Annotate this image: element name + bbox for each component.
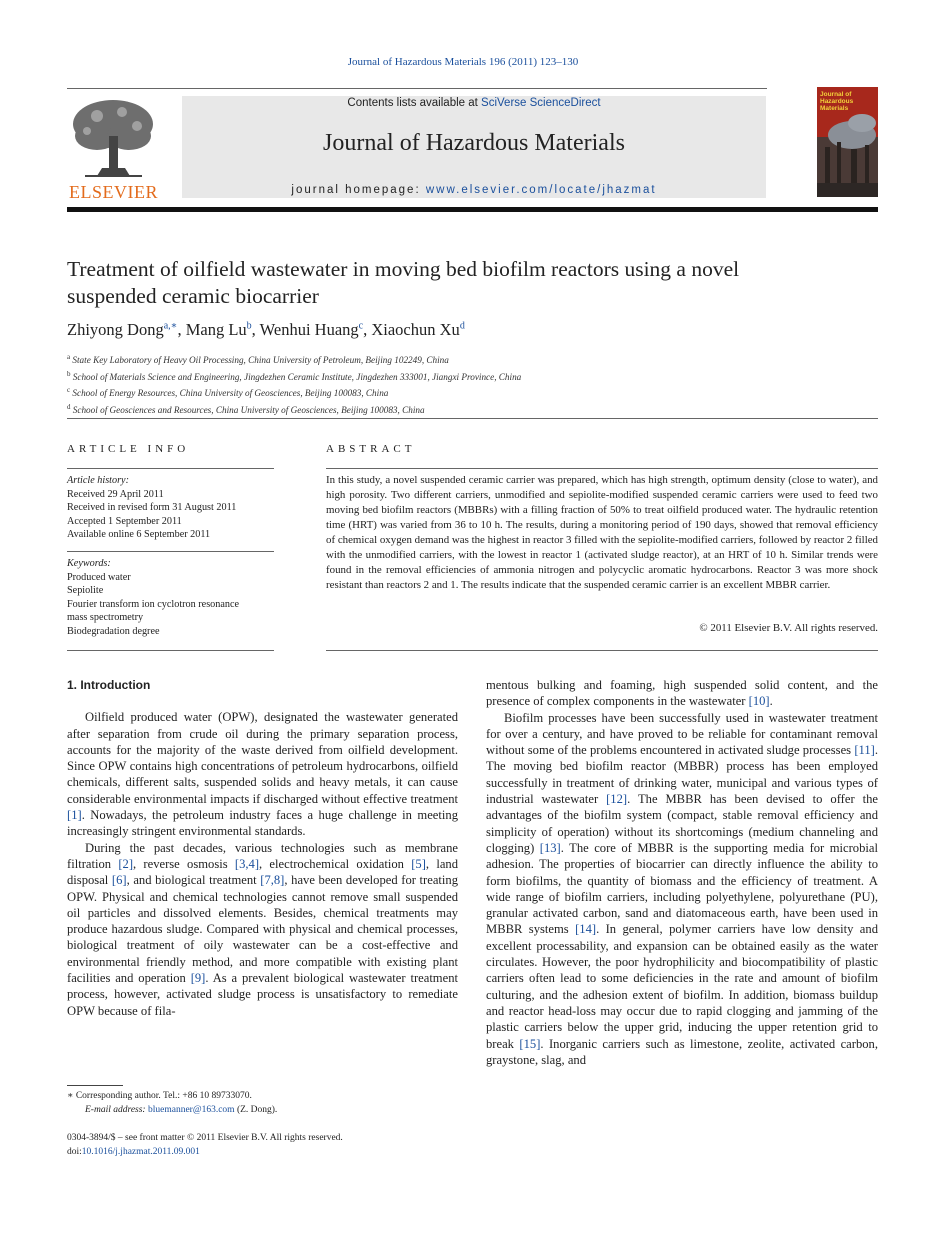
section-title: 1. Introduction <box>67 678 151 692</box>
affiliation-text: School of Materials Science and Engineering, Jingdezhen Ceramic Institute, Jingdezhen 333001, Jiangxi Province, China <box>72 371 522 382</box>
author-name[interactable]: Xiaochun Xu <box>371 320 460 339</box>
text: , reverse osmosis <box>133 856 235 871</box>
doi-label: doi: <box>67 1146 82 1157</box>
history-item: Received in revised form 31 August 2011 <box>67 502 237 513</box>
citation-link[interactable]: [1] <box>67 808 82 823</box>
citation-link[interactable]: [10] <box>748 694 770 709</box>
keyword: Biodegradation degree <box>67 625 160 637</box>
article-title-line2: suspended ceramic biocarrier <box>67 284 319 308</box>
author-affil-mark[interactable]: a,∗ <box>163 320 178 332</box>
email-link[interactable]: bluemanner@163.com <box>147 1104 235 1115</box>
citation-link[interactable]: [2] <box>118 856 134 871</box>
paragraph <box>67 709 458 839</box>
text: During the past decades, various technologies such as membrane filtration <box>67 840 458 871</box>
affiliation-mark: c <box>67 386 71 395</box>
homepage-prefix: journal homepage: <box>291 184 426 196</box>
author-name[interactable]: Zhiyong Dong <box>67 320 164 339</box>
corresponding-author: ∗ Corresponding author. Tel.: +86 10 89733070. <box>67 1091 252 1101</box>
text: . The MBBR has been devised to offer the advantages of the biofilm system (compact, stable removal efficiency and simplicity of operation) without its shortcomings (medium channeling and clogging) <box>486 792 878 855</box>
affiliation <box>67 401 878 418</box>
paragraph-continued <box>486 677 878 710</box>
issn-line: 0304-3894/$ – see front matter © 2011 Elsevier B.V. All rights reserved. <box>67 1133 343 1143</box>
abstract-rule <box>326 650 878 651</box>
author-name[interactable]: Wenhui Huang <box>259 320 359 339</box>
footnote-rule <box>67 1085 123 1086</box>
author-affil-mark[interactable]: b <box>246 320 252 332</box>
history-item: Received 29 April 2011 <box>67 488 164 500</box>
history-label: Article history: <box>67 475 129 486</box>
body-column-left <box>67 677 458 1019</box>
article-info-heading: ARTICLE INFO <box>67 443 190 455</box>
affiliation-rule <box>67 418 878 419</box>
keywords-label: Keywords: <box>67 558 111 569</box>
header-rule <box>67 88 767 89</box>
text: . <box>769 694 773 709</box>
abstract-text: In this study, a novel suspended ceramic carrier was prepared, which has high strength, optimum density (close to water), and high porosity. Two different carriers, unmodified and sepiolite-modified suspended ceramic carriers were used to feed two moving bed biofilm reactors (MBBRs) with a filling fraction of 50% to treat oilfield produced water. The hydraulic retention time (HRT) was varied from 36 to 10 h. The results, during a monitoring period of 190 days, showed that removal efficiency of chemical oxygen demand was the highest in reactor 3 filled with the sepiolite-modified carriers, followed by reactor 2 filled with the unmodified carriers, with the lowest in reactor 1 (activated sludge reactor), at an HRT of 10 h. Similar trends were found in the removal efficiencies of ammonia nitrogen and polycyclic aromatic hydrocarbons. Reactor 3 was more shock resistant than reactors 2 and 1. The results indicate that the suspended ceramic carrier is an excellent MBBR carrier. <box>326 474 878 591</box>
affiliation-mark: d <box>67 402 71 411</box>
body-column-right <box>486 677 878 1068</box>
text: . The core of MBBR is the supporting media for microbial adhesion. The properties of biocarrier can directly influence the ability to form biofilms, the quantity of biomass and the efficiency of treatment. A wide range of biofilm carriers, including polyethylene, polyurethane (PU), granular activated carbon, sand and diatomaceous earth, have been used in MBBR systems <box>486 840 878 937</box>
author-affil-mark[interactable]: d <box>459 320 465 332</box>
citation-link[interactable]: [13] <box>539 840 561 855</box>
homepage-line <box>182 184 766 196</box>
affiliation-mark: a <box>67 353 71 361</box>
info-rule <box>67 650 274 651</box>
citation-link[interactable]: [11] <box>854 743 875 758</box>
text: Oilfield produced water (OPW), designated the wastewater generated after separation from crude oil during the primary separation process, accounts for the majority of the waste derived from oilfield development. Since OPW contains high concentrations of petroleum hydrocarbons, oilfield chemicals, different salts, suspended solids and heavy metals, it can cause considerable environmental impacts if discharged without effective treatment <box>67 710 458 806</box>
article-history <box>67 474 277 542</box>
keyword: Sepiolite <box>67 585 104 596</box>
journal-citation[interactable]: Journal of Hazardous Materials 196 (2011) 123–130 <box>347 56 579 68</box>
footnote <box>67 1090 458 1117</box>
paragraph <box>486 710 878 1069</box>
article-title <box>67 256 878 310</box>
keyword: mass spectrometry <box>67 612 144 623</box>
author-affil-mark[interactable]: c <box>358 320 364 332</box>
publisher-wordmark: ELSEVIER <box>69 182 158 202</box>
history-item: Accepted 1 September 2011 <box>67 515 182 527</box>
citation-link[interactable]: [6] <box>111 873 127 888</box>
info-rule <box>67 468 274 469</box>
text: . The moving bed biofilm reactor (MBBR) process has been employed successfully in treatment of drinking water, municipal and various types of industrial wastewater <box>486 743 878 807</box>
citation-link[interactable]: [5] <box>411 856 426 871</box>
keyword: Produced water <box>67 571 131 583</box>
history-item: Available online 6 September 2011 <box>67 529 211 540</box>
info-rule <box>67 551 274 552</box>
text: Biofilm processes have been successfully used in wastewater treatment for over a century, and have proved to be reliable for contaminant removal without some of the problems encountered in activated sludge processes <box>486 710 878 758</box>
citation-link[interactable]: [15] <box>519 1036 541 1051</box>
affiliation <box>67 384 878 401</box>
cover-title: Journal of Hazardous Materials <box>820 91 854 112</box>
contents-prefix: Contents lists available at <box>347 97 482 109</box>
header-thick-rule <box>67 207 878 212</box>
homepage-link[interactable]: www.elsevier.com/locate/jhazmat <box>425 184 657 196</box>
affiliation <box>67 351 878 368</box>
text: . Nowadays, the petroleum industry faces a huge challenge in meeting increasingly stringent environmental standards. <box>67 808 458 839</box>
text: , land disposal <box>67 856 459 888</box>
text: , and biological treatment <box>126 873 261 888</box>
text: , electrochemical oxidation <box>259 856 412 871</box>
affiliation-mark: b <box>67 369 71 378</box>
abstract-copyright: © 2011 Elsevier B.V. All rights reserved. <box>699 622 878 634</box>
sciencedirect-link[interactable]: SciVerse ScienceDirect <box>481 97 601 109</box>
affiliation-list <box>67 351 878 417</box>
author-name[interactable]: Mang Lu <box>185 320 247 339</box>
citation-link[interactable]: [9] <box>190 971 206 986</box>
text: . In general, polymer carriers have low density and excellent processability, and expansion can be obtained easily as the water circulates. However, the poor hydrophilicity and biocompatibility of plastic carriers often lead to some deficiencies in the rate and amount of biofilm culturing, and the adhesion extent of biofilm. In addition, biomass buildup and reactor head-loss may occur due to rapid clogging and jamming of the plastic carriers below the upper grid, inducing the upper retention grid to break <box>486 922 878 1051</box>
text: mentous bulking and foaming, high suspended solid content, and the presence of complex components in the wastewater <box>486 678 878 709</box>
citation-link[interactable]: [12] <box>606 792 628 807</box>
keyword-list <box>67 557 277 638</box>
affiliation-text: School of Energy Resources, China University of Geosciences, Beijing 100083, China <box>72 388 389 399</box>
issn-doi-block <box>67 1132 458 1159</box>
article-title-line1: Treatment of oilfield wastewater in moving bed biofilm reactors using a novel <box>67 257 740 281</box>
citation-link[interactable]: [3,4] <box>234 856 260 871</box>
text: . As a prevalent biological wastewater treatment process, however, activated sludge process is unsatisfactory to remediate OPW because of fila- <box>67 971 458 1018</box>
affiliation-text: School of Geosciences and Resources, China University of Geosciences, Beijing 100083, China <box>72 404 425 415</box>
affiliation-text: State Key Laboratory of Heavy Oil Processing, China University of Petroleum, Beijing 102249, China <box>72 355 449 366</box>
text: . Inorganic carriers such as limestone, zeolite, activated carbon, graystone, slag, and <box>486 1036 878 1067</box>
abstract-heading: ABSTRACT <box>326 443 416 455</box>
doi-link[interactable]: 10.1016/j.jhazmat.2011.09.001 <box>81 1146 200 1157</box>
text: , have been developed for treating OPW. Physical and chemical technologies cannot remove small suspended oil particles and dissolved elements. Besides, chemical treatments may produce hazardous sludge. Compared with physical and chemical processes, biological treatment of oily wastewater can be a cost-effective and environmental friendly method, and more compatible with existing plant facilities and operation <box>67 873 459 986</box>
email-label: E-mail address: <box>85 1104 148 1115</box>
citation-link[interactable]: [7,8] <box>260 873 285 888</box>
journal-cover-thumbnail[interactable] <box>817 87 878 197</box>
keyword: Fourier transform ion cyclotron resonance <box>67 598 239 610</box>
citation-link[interactable]: [14] <box>575 922 597 937</box>
abstract-rule <box>326 468 878 469</box>
email-suffix: (Z. Dong). <box>234 1104 278 1115</box>
affiliation <box>67 368 878 385</box>
author-list: Zhiyong Dong$^{a,∗}$, Mang Lu$^b$, Wenhui Huang$^c$, Xiaochun Xu$^d$ <box>67 320 465 339</box>
journal-title: Journal of Hazardous Materials <box>323 130 625 156</box>
contents-line <box>182 97 766 109</box>
paragraph <box>67 840 458 1019</box>
